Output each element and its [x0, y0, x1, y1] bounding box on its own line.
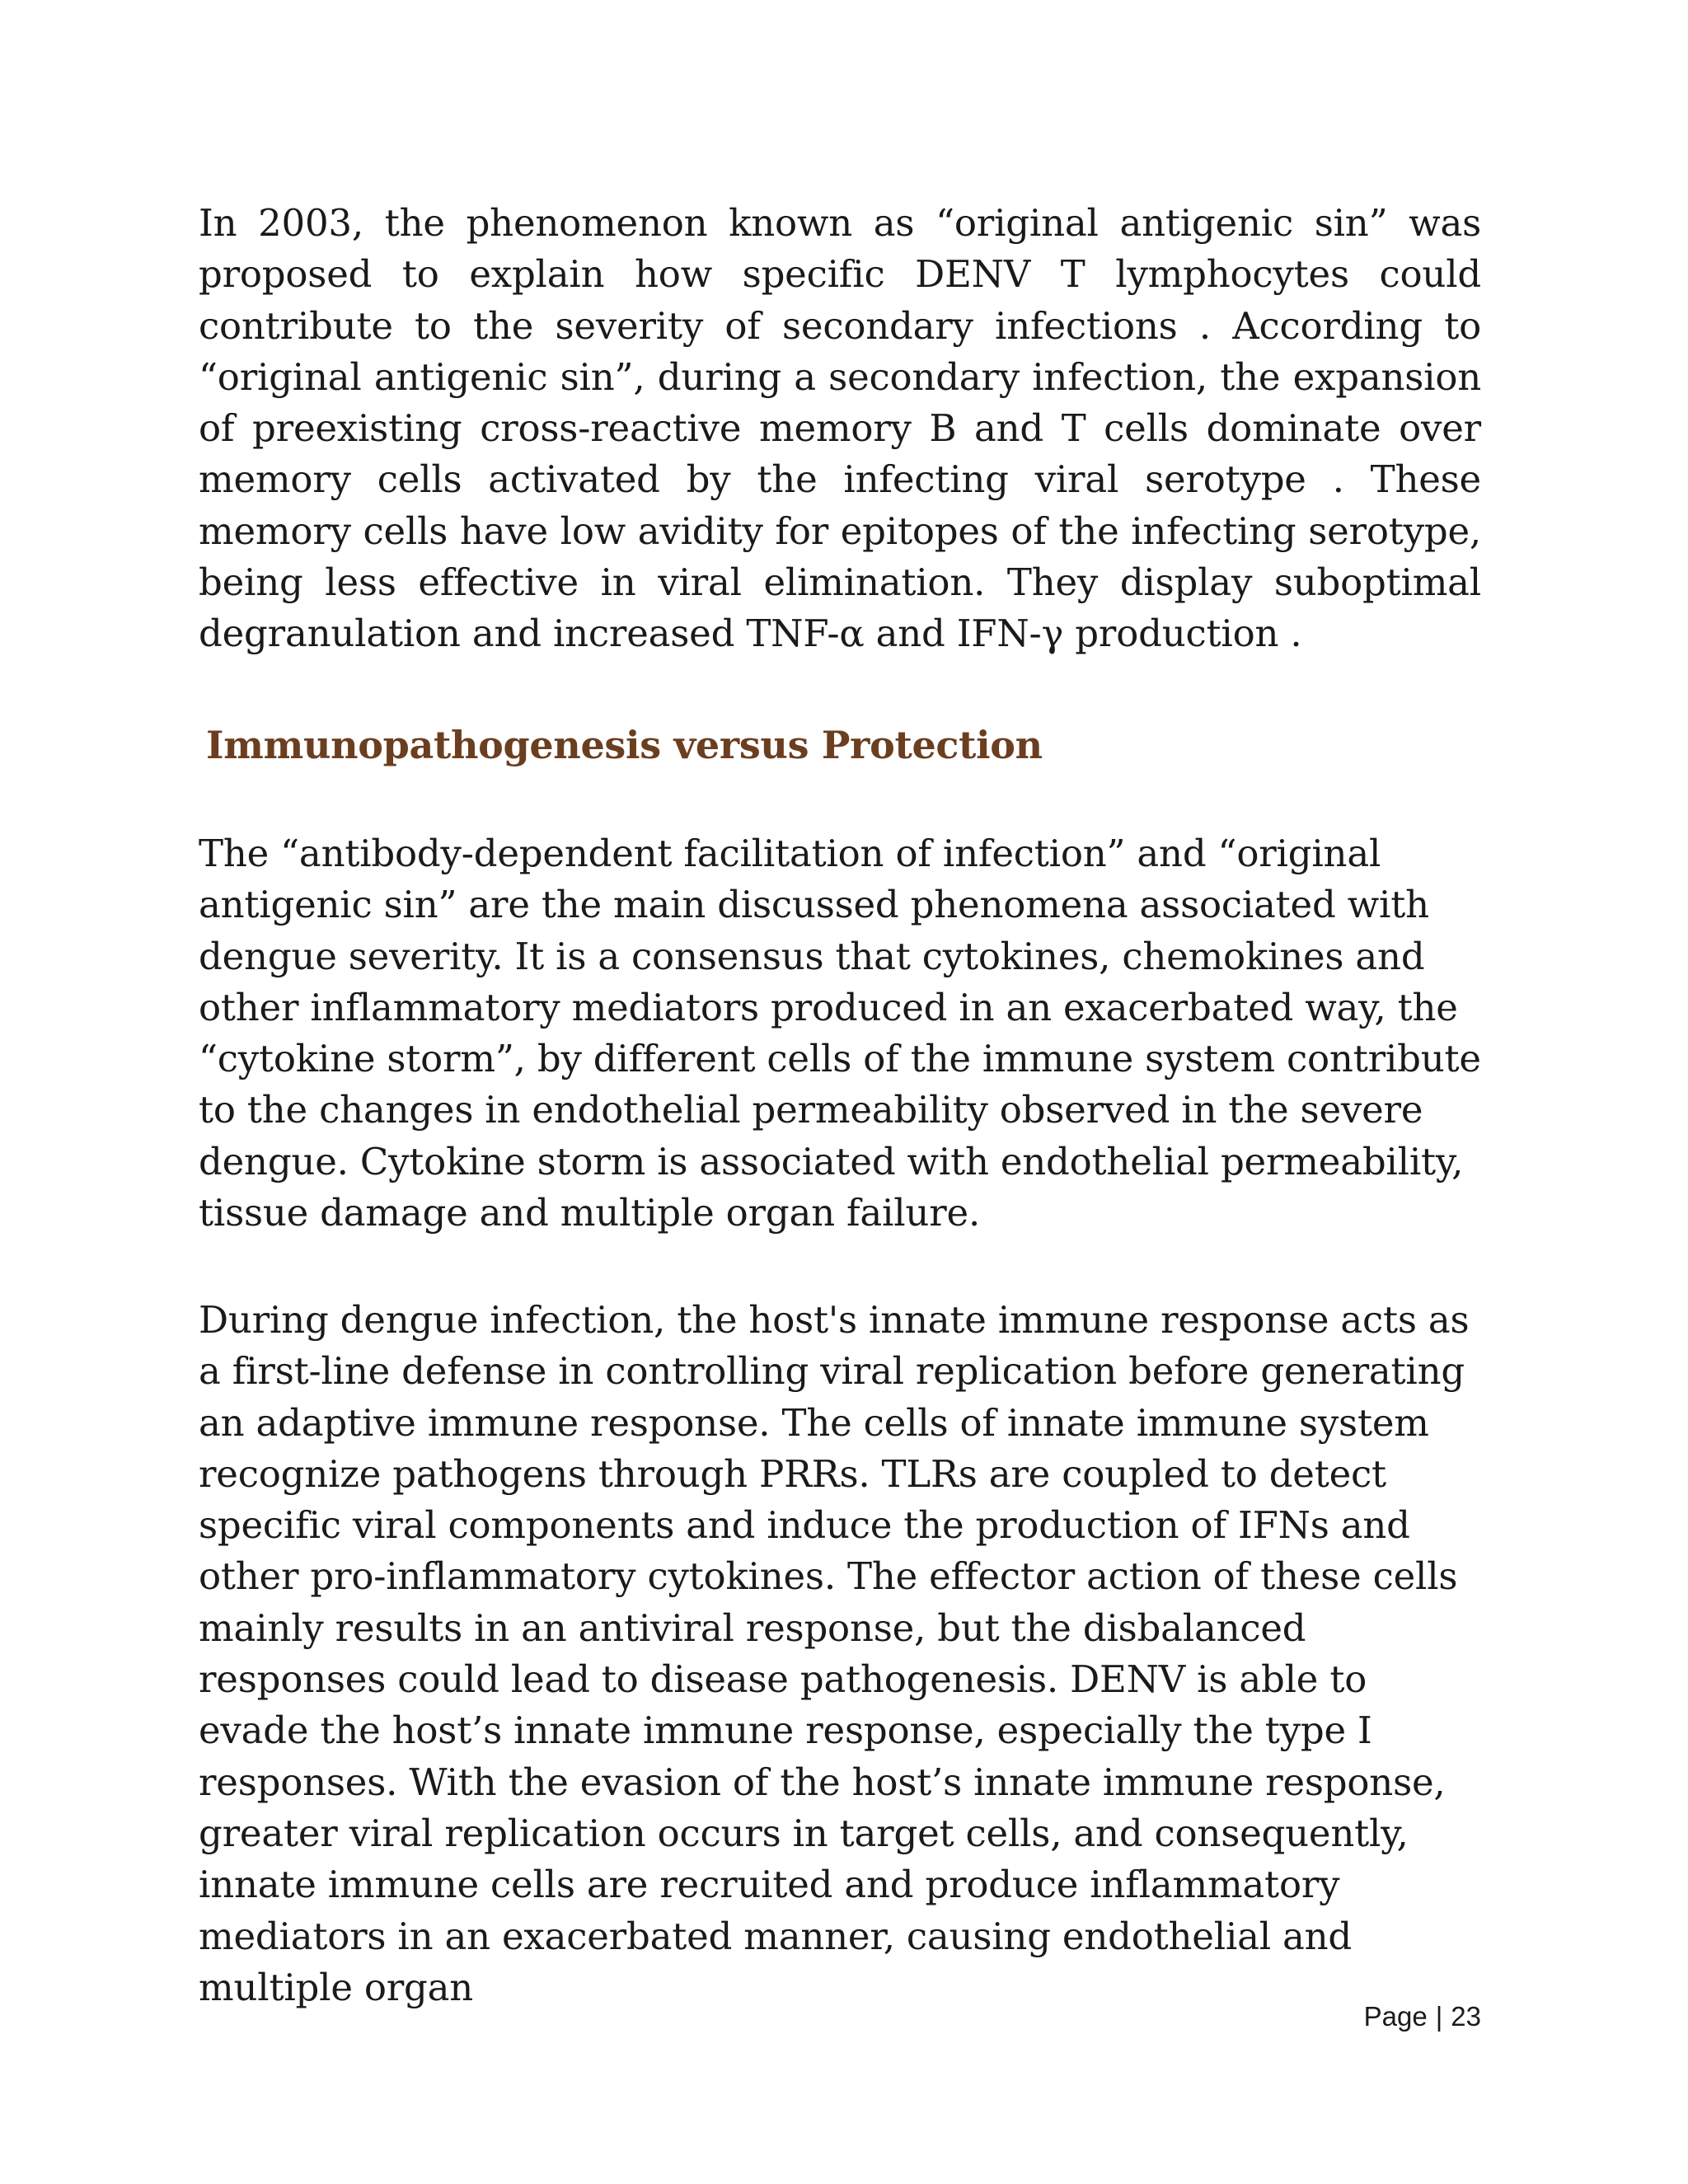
page-label: Page [1363, 2001, 1428, 2032]
paragraph-original-antigenic-sin: In 2003, the phenomenon known as “original antigenic sin” was proposed to explain how specific DENV T lymphocytes could contribute to the severity of secondary infections . According to “original antigenic sin”, during a secondary infection, the expansion of preexisting cross-reactive memory B and T cells dominate over memory cells activated by the infecting viral serotype . These memory cells have low avidity for epitopes of the infecting serotype, being less effective in viral elimination. They display suboptimal degranulation and increased TNF-α and IFN-γ production . [199, 201, 1481, 656]
page-number: 23 [1451, 2001, 1481, 2032]
page-footer [1364, 2000, 1481, 2033]
paragraph-cytokine-storm: The “antibody-dependent facilitation of infection” and “original antigenic sin” are the main discussed phenomena associated with dengue severity. It is a consensus that cytokines, chemokines and other inflammatory mediators produced in an exacerbated way, the “cytokine storm”, by different cells of the immune system contribute to the changes in endothelial permeability observed in the severe dengue. Cytokine storm is associated with endothelial permeability, tissue damage and multiple organ failure. [199, 832, 1481, 1235]
section-heading: Immunopathogenesis versus Protection [206, 723, 1043, 767]
paragraph-innate-immune-response: During dengue infection, the host's innate immune response acts as a first-line defense in controlling viral replication before generating an adaptive immune response. The cells of innate immune system recognize pathogens through PRRs. TLRs are coupled to detect specific viral components and induce the production of IFNs and other pro-inflammatory cytokines. The effector action of these cells mainly results in an antiviral response, but the disbalanced responses could lead to disease pathogenesis. DENV is able to evade the host’s innate immune response, especially the type I responses. With the evasion of the host’s innate immune response, greater viral replication occurs in target cells, and consequently, innate immune cells are recruited and produce inflammatory mediators in an exacerbated manner, causing endothelial and multiple organ [199, 1298, 1470, 2009]
page-separator: | [1435, 2001, 1443, 2032]
